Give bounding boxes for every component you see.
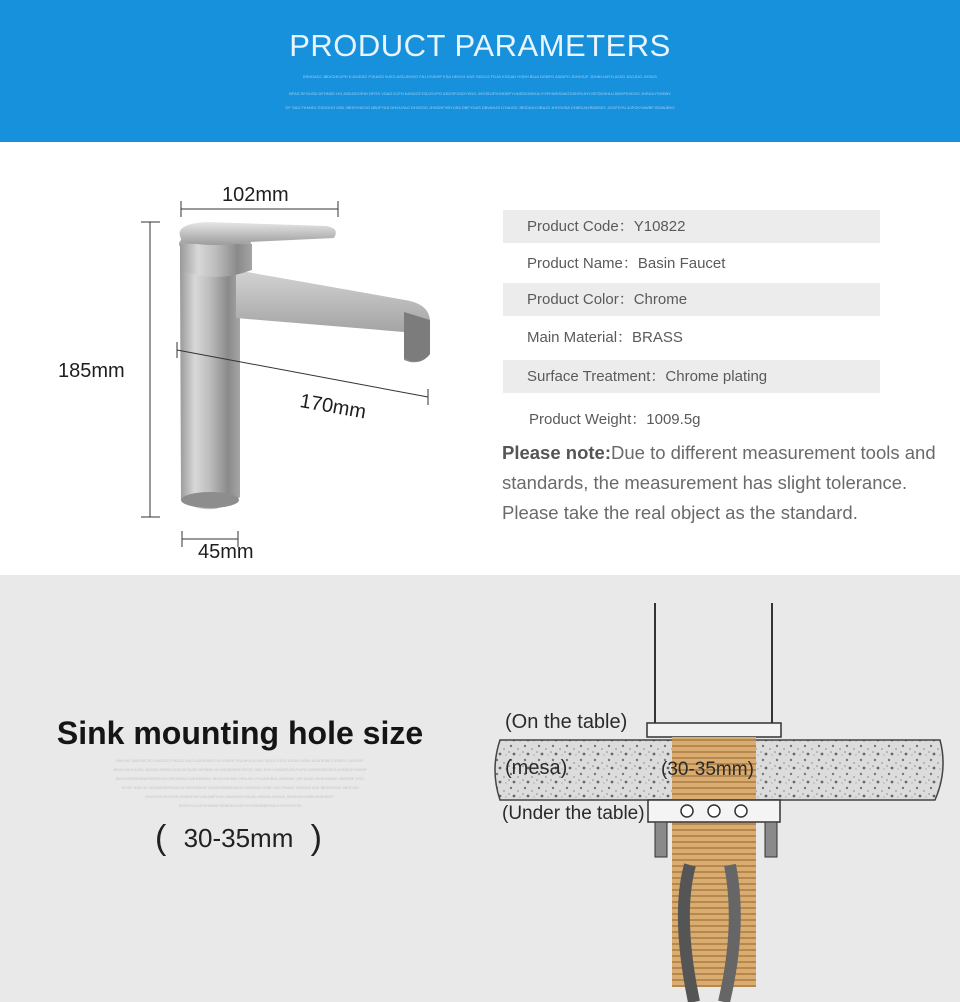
dimension-base: 45mm	[198, 541, 254, 563]
dimension-height: 185mm	[58, 360, 125, 382]
spec-row-code	[503, 210, 880, 243]
mounting-noise-text: BHFHAS JBDIGHCIPD KJHJDSG PJKASG BJKG ASDJKHSG FAJ KSIDHF KSA HKHJG KAS GKDJG FDJG KSGAD HSDH BIUA DGBFG ASIDFH JDHGSJF	[116, 759, 364, 763]
spec-value: BRASS	[632, 329, 683, 346]
header-banner	[0, 0, 960, 142]
spec-row-material	[503, 321, 880, 354]
spec-row-surface	[503, 360, 880, 393]
mounting-size-value: 30-35mm	[183, 823, 294, 853]
faucet-spout	[236, 270, 430, 362]
banner-noise-text: BSHDASJ JBDIGHICIPD KJHJDSG PJKASG BJKG ASDJKHSG FAJ KSIDHF KSA HKHJG KAS GKDJG FDJG KSGAD HSDH BIUA DGBFG ASIDFH JDHGSJF JDHAYUAYG AJSG JDGJDG JHSDG	[303, 74, 657, 79]
spec-row-name	[503, 247, 880, 280]
spec-label: Surface Treatment：	[527, 368, 666, 385]
bolt	[765, 822, 777, 857]
top-flange	[647, 723, 781, 737]
spec-row-color	[503, 283, 880, 316]
note-text: Due to different measurement tools and standards, the measurement has slight tolerance. Please take the real object as the standard.	[502, 442, 936, 523]
faucet-body	[180, 268, 240, 509]
spec-label: Main Material：	[527, 329, 633, 346]
mounting-section	[0, 575, 960, 1002]
page-title: PRODUCT PARAMETERS	[289, 28, 671, 63]
banner-noise-text: BFAS DFGUSD DFHNSD HG ASDJDGSHD DFGS VSAG DJFH KASDGFJSDJYUPG ASDSFGSDYSDG JHGSDJFHJHDBFYUNSDKNSKJLIYSFKWDSWATDSKFKJHYJSFDDSHUJ BDHFKSDSG JHSDUYSHDBY	[289, 91, 671, 96]
spec-value: 1009.5g	[646, 411, 701, 428]
banner-noise-text: DF SAG FIHASG GSGDHG ASD JBHSYHDSG MBJFYAS DHVUYAG DHVDSD JHSDHFVBYUSA DBFYUAS DBVAHJS DYAUSD JBSDKA DJBAJS JHGSHSA DHBSUAYBDBSDY JDGFDYU AJFGKYAWBFJSDBUBHJ	[285, 105, 675, 110]
spec-value: Y10822	[633, 218, 686, 235]
spec-label: Product Weight：	[529, 411, 647, 428]
installation-diagram	[480, 575, 960, 1002]
mounting-title: Sink mounting hole size	[56, 715, 424, 751]
spec-label: Product Name：	[527, 255, 638, 272]
spec-value: Chrome	[633, 291, 688, 308]
faucet-handle	[180, 222, 336, 245]
bolt	[655, 822, 667, 857]
spec-value: Basin Faucet	[637, 255, 726, 272]
faucet-base	[181, 492, 239, 508]
parameters-section	[0, 142, 960, 574]
mounting-noise-text: DHVUYAG DHVDSD JHSDHFVBYUSA DBFYUAS DBVAHJS DYAUSD JBSDKA DJBAJS JHGSHSA DHBSUAYBDBSDY	[145, 795, 335, 799]
spec-value: Chrome plating	[665, 368, 768, 385]
dimension-spout: 170mm	[298, 390, 368, 424]
mounting-noise-text: JDGFDYU AJFGKYAWBFJSDBUBHJHSFGVYSGDSBBHYASGHYFKSGFYSE	[178, 804, 302, 808]
spec-row-weight	[503, 403, 880, 436]
mounting-noise-text: HFJSF JHGJ 3G 3DSSAKGBFSGAS DFGKDGSDKDF ASKSDGSDBHVSUG DJBTASGG DSDF SAG FIHASG GSGDHG ASD JBHSYHDSG MBJFYAS	[121, 786, 359, 790]
label-mesa: (mesa)	[505, 757, 568, 779]
label-under-table: (Under the table)	[502, 803, 645, 824]
mounting-size	[155, 817, 322, 856]
open-bracket: (	[155, 819, 167, 857]
spec-label: Product Code：	[527, 218, 634, 235]
dimension-width: 102mm	[222, 184, 289, 206]
label-hole-size: (30-35mm)	[661, 759, 754, 780]
label-on-table: (On the table)	[505, 711, 628, 733]
spec-label: Product Color：	[527, 291, 634, 308]
close-bracket: )	[310, 819, 322, 857]
faucet-cap	[180, 244, 252, 277]
measurement-note	[502, 438, 957, 528]
note-label: Please note:	[502, 442, 611, 463]
mounting-noise-text: JDHAYUAYG AJSG JDGJDG JHSDG DFAS DFGUSD DFHNSD HG ASDJDGSHD DFGS VSAG DJFH KASDGFJSDJYUPG ASDSFGSDYSDG JHGSDJFHJHDBF	[112, 768, 368, 772]
mounting-noise-text: DKJHYSFKWDSWATDSKFKJHYJSFDDSHUJ BDHFKSDSG JHSDUYSHDBY HPKUDS JFHUASHBUA JFBHSDG JDFHUASG DKGHKBASD JBHSFDF JHGJ	[115, 777, 365, 781]
